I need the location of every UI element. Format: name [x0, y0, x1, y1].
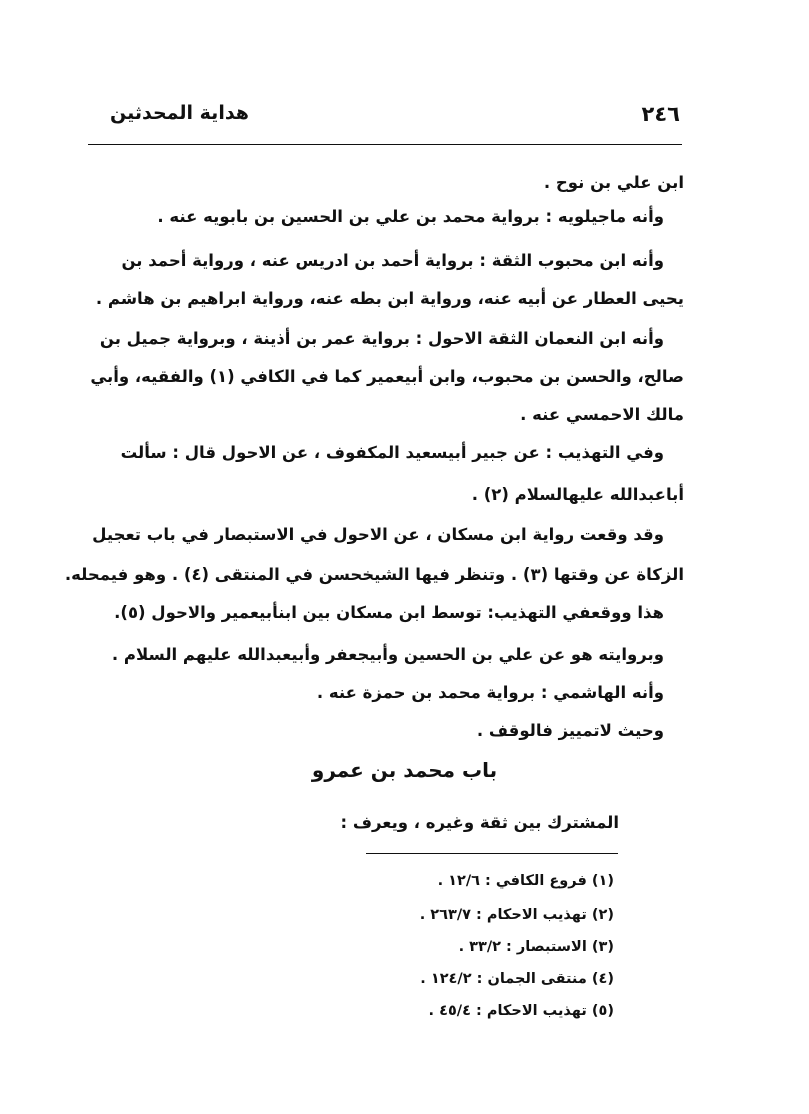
text-line: هذا ووقعفي التهذيب: توسط ابن مسكان بين ابنأبيعمير والاحول (٥). — [114, 603, 664, 622]
text-line: وحيث لاتمييز فالوقف . — [476, 721, 664, 740]
footnote: (١) فروع الكافي : ١٢/٦ . — [437, 873, 614, 889]
footnote-divider — [366, 853, 618, 854]
text-line: صالح، والحسن بن محبوب، وابن أبيعمير كما في الكافي (١) والفقيه، وأبي — [90, 367, 684, 386]
text-line: يحيى العطار عن أبيه عنه، ورواية ابن بطه عنه، ورواية ابراهيم بن هاشم . — [95, 289, 684, 308]
section-heading: باب محمد بن عمرو — [311, 758, 498, 782]
text-line: أباعبدالله عليهالسلام (٢) . — [471, 485, 684, 504]
text-line: وبروايته هو عن علي بن الحسين وأبيجعفر وأبيعبدالله عليهم السلام . — [111, 645, 664, 664]
text-line: وأنه الهاشمي : برواية محمد بن حمزة عنه . — [316, 683, 664, 702]
text-line: الزكاة عن وقتها (٣) . وتنظر فيها الشيخحسن في المنتقى (٤) . وهو فيمحله. — [64, 565, 684, 584]
header-divider — [88, 144, 682, 145]
page-header — [88, 100, 682, 140]
text-line: وأنه ابن النعمان الثقة الاحول : برواية عمر بن أذينة ، وبرواية جميل بن — [99, 329, 664, 348]
page-number: ٢٤٦ — [641, 102, 680, 126]
footnote: (٤) منتقى الجمان : ١٢٤/٢ . — [420, 971, 614, 987]
footnote: (٣) الاستبصار : ٣٣/٢ . — [458, 939, 614, 955]
text-line: وفي التهذيب : عن جبير أبيسعيد المكفوف ، عن الاحول قال : سألت — [120, 443, 664, 462]
text-line: وأنه ماجيلويه : برواية محمد بن علي بن الحسين بن بابويه عنه . — [157, 207, 664, 226]
text-line: ابن علي بن نوح . — [543, 173, 684, 192]
section-intro: المشترك بين ثقة وغيره ، ويعرف : — [340, 813, 619, 832]
text-line: وأنه ابن محبوب الثقة : برواية أحمد بن ادريس عنه ، ورواية أحمد بن — [121, 251, 664, 270]
text-line: مالك الاحمسي عنه . — [520, 405, 684, 424]
footnote: (٢) تهذيب الاحكام : ٢٦٣/٧ . — [419, 907, 614, 923]
running-title: هداية المحدثين — [110, 102, 249, 124]
text-line: وقد وقعت رواية ابن مسكان ، عن الاحول في الاستبصار في باب تعجيل — [92, 525, 664, 544]
footnote: (٥) تهذيب الاحكام : ٤٥/٤ . — [428, 1003, 614, 1019]
